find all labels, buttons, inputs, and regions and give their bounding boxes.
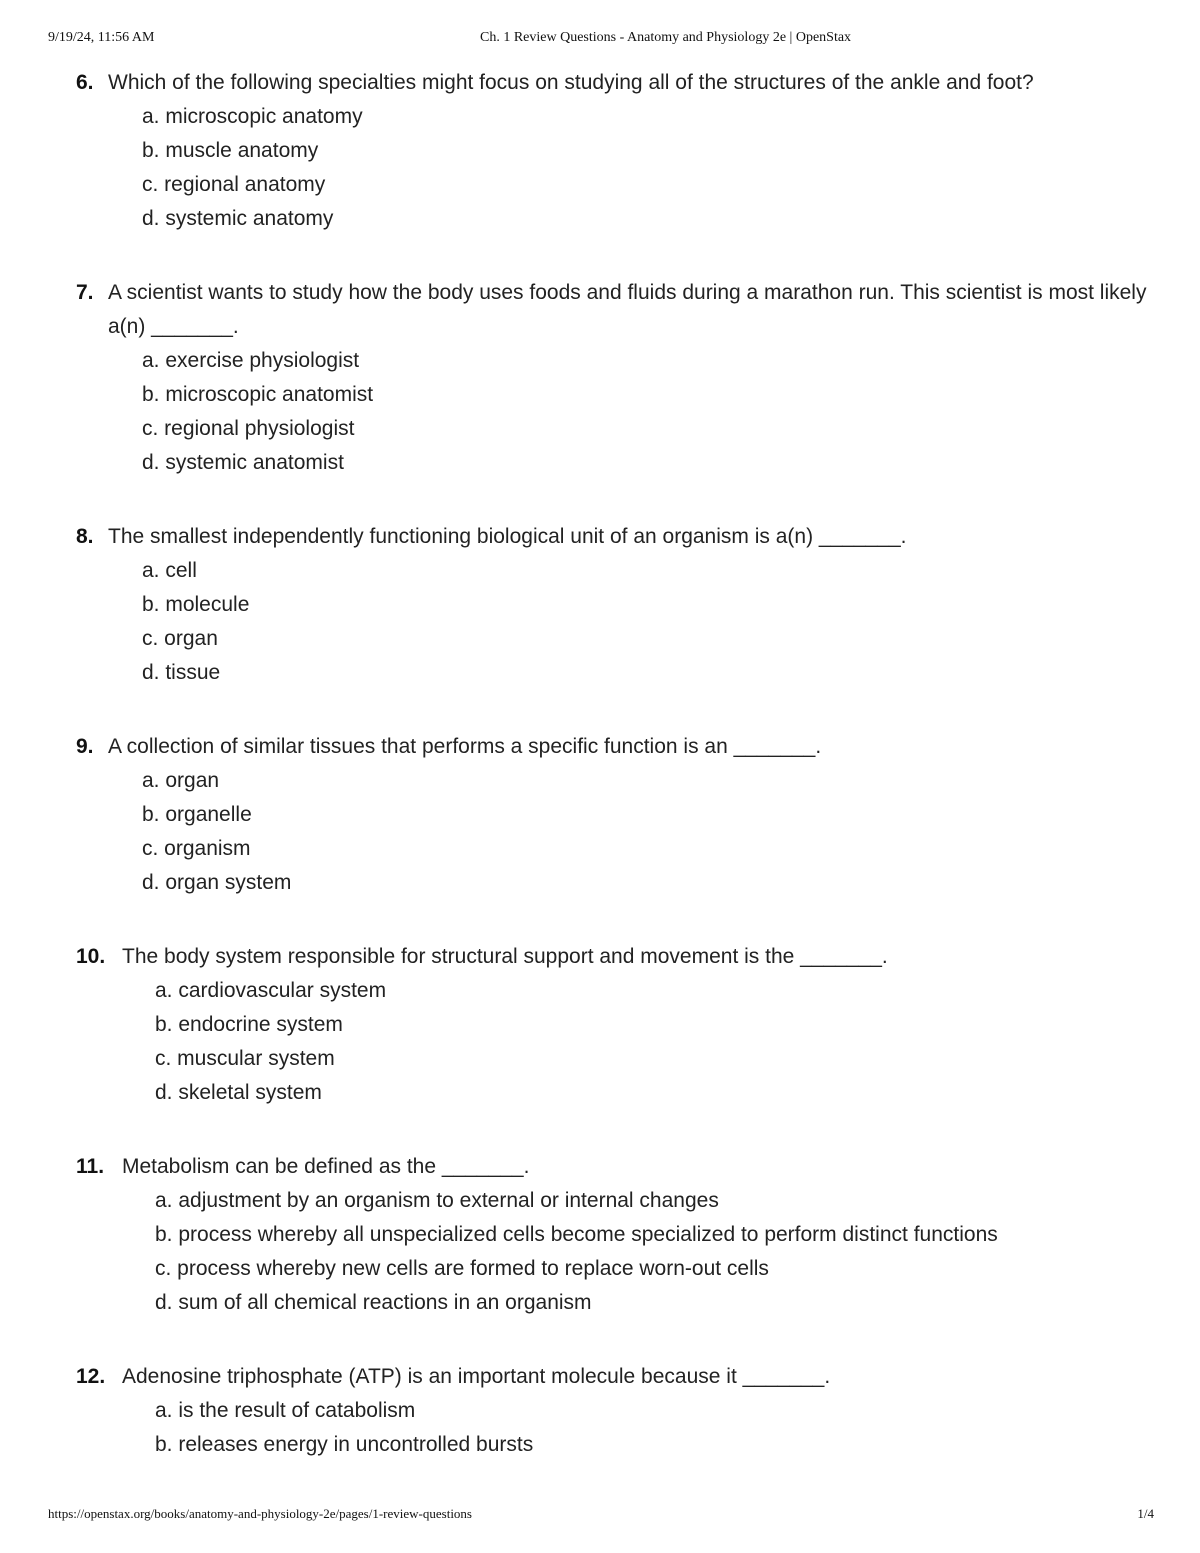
answer-option: a. exercise physiologist — [142, 349, 360, 372]
answer-options — [76, 1184, 1156, 1320]
question-text: The body system responsible for structural support and movement is the _______. — [122, 945, 888, 968]
question-12 — [76, 1360, 1156, 1462]
question-number: 12. — [76, 1365, 106, 1388]
print-date: 9/19/24, 11:56 AM — [48, 30, 155, 45]
answer-option: b. molecule — [142, 593, 250, 616]
document-title: Ch. 1 Review Questions - Anatomy and Physiology 2e | OpenStax — [480, 30, 852, 45]
answer-option: a. is the result of catabolism — [155, 1399, 416, 1422]
answer-option: b. muscle anatomy — [142, 139, 319, 162]
question-6 — [76, 66, 1156, 236]
answer-options — [76, 554, 1156, 690]
answer-option: b. releases energy in uncontrolled bursts — [155, 1433, 534, 1456]
question-stem — [76, 730, 1156, 764]
answer-options — [76, 974, 1156, 1110]
question-stem — [76, 66, 1156, 100]
answer-options — [76, 344, 1156, 480]
question-number: 6. — [76, 71, 94, 94]
answer-option: d. systemic anatomist — [142, 451, 344, 474]
question-stem — [76, 940, 1156, 974]
question-number: 9. — [76, 735, 94, 758]
answer-option: b. organelle — [142, 803, 252, 826]
question-stem — [76, 1360, 1156, 1394]
question-stem — [76, 1150, 1156, 1184]
question-stem — [76, 276, 1156, 344]
page-url: https://openstax.org/books/anatomy-and-physiology-2e/pages/1-review-questions — [48, 1506, 472, 1521]
question-text: The smallest independently functioning biological unit of an organism is a(n) _______. — [108, 525, 907, 548]
question-9 — [76, 730, 1156, 900]
question-text: Which of the following specialties might focus on studying all of the structures of the ankle and foot? — [108, 71, 1034, 94]
answer-option: b. endocrine system — [155, 1013, 343, 1036]
question-number: 7. — [76, 281, 94, 304]
answer-option: c. regional physiologist — [142, 417, 355, 440]
answer-option: b. microscopic anatomist — [142, 383, 374, 406]
answer-option: c. process whereby new cells are formed to replace worn-out cells — [155, 1257, 769, 1280]
answer-option: c. muscular system — [155, 1047, 335, 1070]
question-text: A collection of similar tissues that performs a specific function is an _______. — [108, 735, 822, 758]
answer-option: b. process whereby all unspecialized cells become specialized to perform distinct functions — [155, 1223, 998, 1246]
question-list — [76, 66, 1156, 1502]
answer-option: c. organ — [142, 627, 218, 650]
answer-option: d. sum of all chemical reactions in an organism — [155, 1291, 592, 1314]
print-footer — [48, 1506, 1154, 1526]
print-header — [48, 30, 1154, 50]
question-7 — [76, 276, 1156, 480]
answer-options — [76, 764, 1156, 900]
answer-option: a. cell — [142, 559, 197, 582]
question-10 — [76, 940, 1156, 1110]
question-number: 10. — [76, 945, 106, 968]
question-11 — [76, 1150, 1156, 1320]
answer-option: d. skeletal system — [155, 1081, 322, 1104]
answer-option: a. adjustment by an organism to external or internal changes — [155, 1189, 719, 1212]
question-stem — [76, 520, 1156, 554]
question-number: 8. — [76, 525, 94, 548]
question-text: Metabolism can be defined as the _______. — [122, 1155, 530, 1178]
answer-option: a. cardiovascular system — [155, 979, 387, 1002]
page-number: 1/4 — [1137, 1506, 1154, 1521]
answer-option: a. microscopic anatomy — [142, 105, 363, 128]
answer-option: d. organ system — [142, 871, 292, 894]
answer-option: c. organism — [142, 837, 251, 860]
answer-option: a. organ — [142, 769, 220, 792]
question-text: Adenosine triphosphate (ATP) is an important molecule because it _______. — [122, 1365, 831, 1388]
answer-option: d. tissue — [142, 661, 221, 684]
question-8 — [76, 520, 1156, 690]
answer-option: c. regional anatomy — [142, 173, 326, 196]
question-number: 11. — [76, 1155, 105, 1178]
answer-options — [76, 100, 1156, 236]
answer-options — [76, 1394, 1156, 1462]
question-text: A scientist wants to study how the body uses foods and fluids during a marathon run. This scientist is most likely a(n) _______. — [108, 281, 1147, 338]
answer-option: d. systemic anatomy — [142, 207, 334, 230]
